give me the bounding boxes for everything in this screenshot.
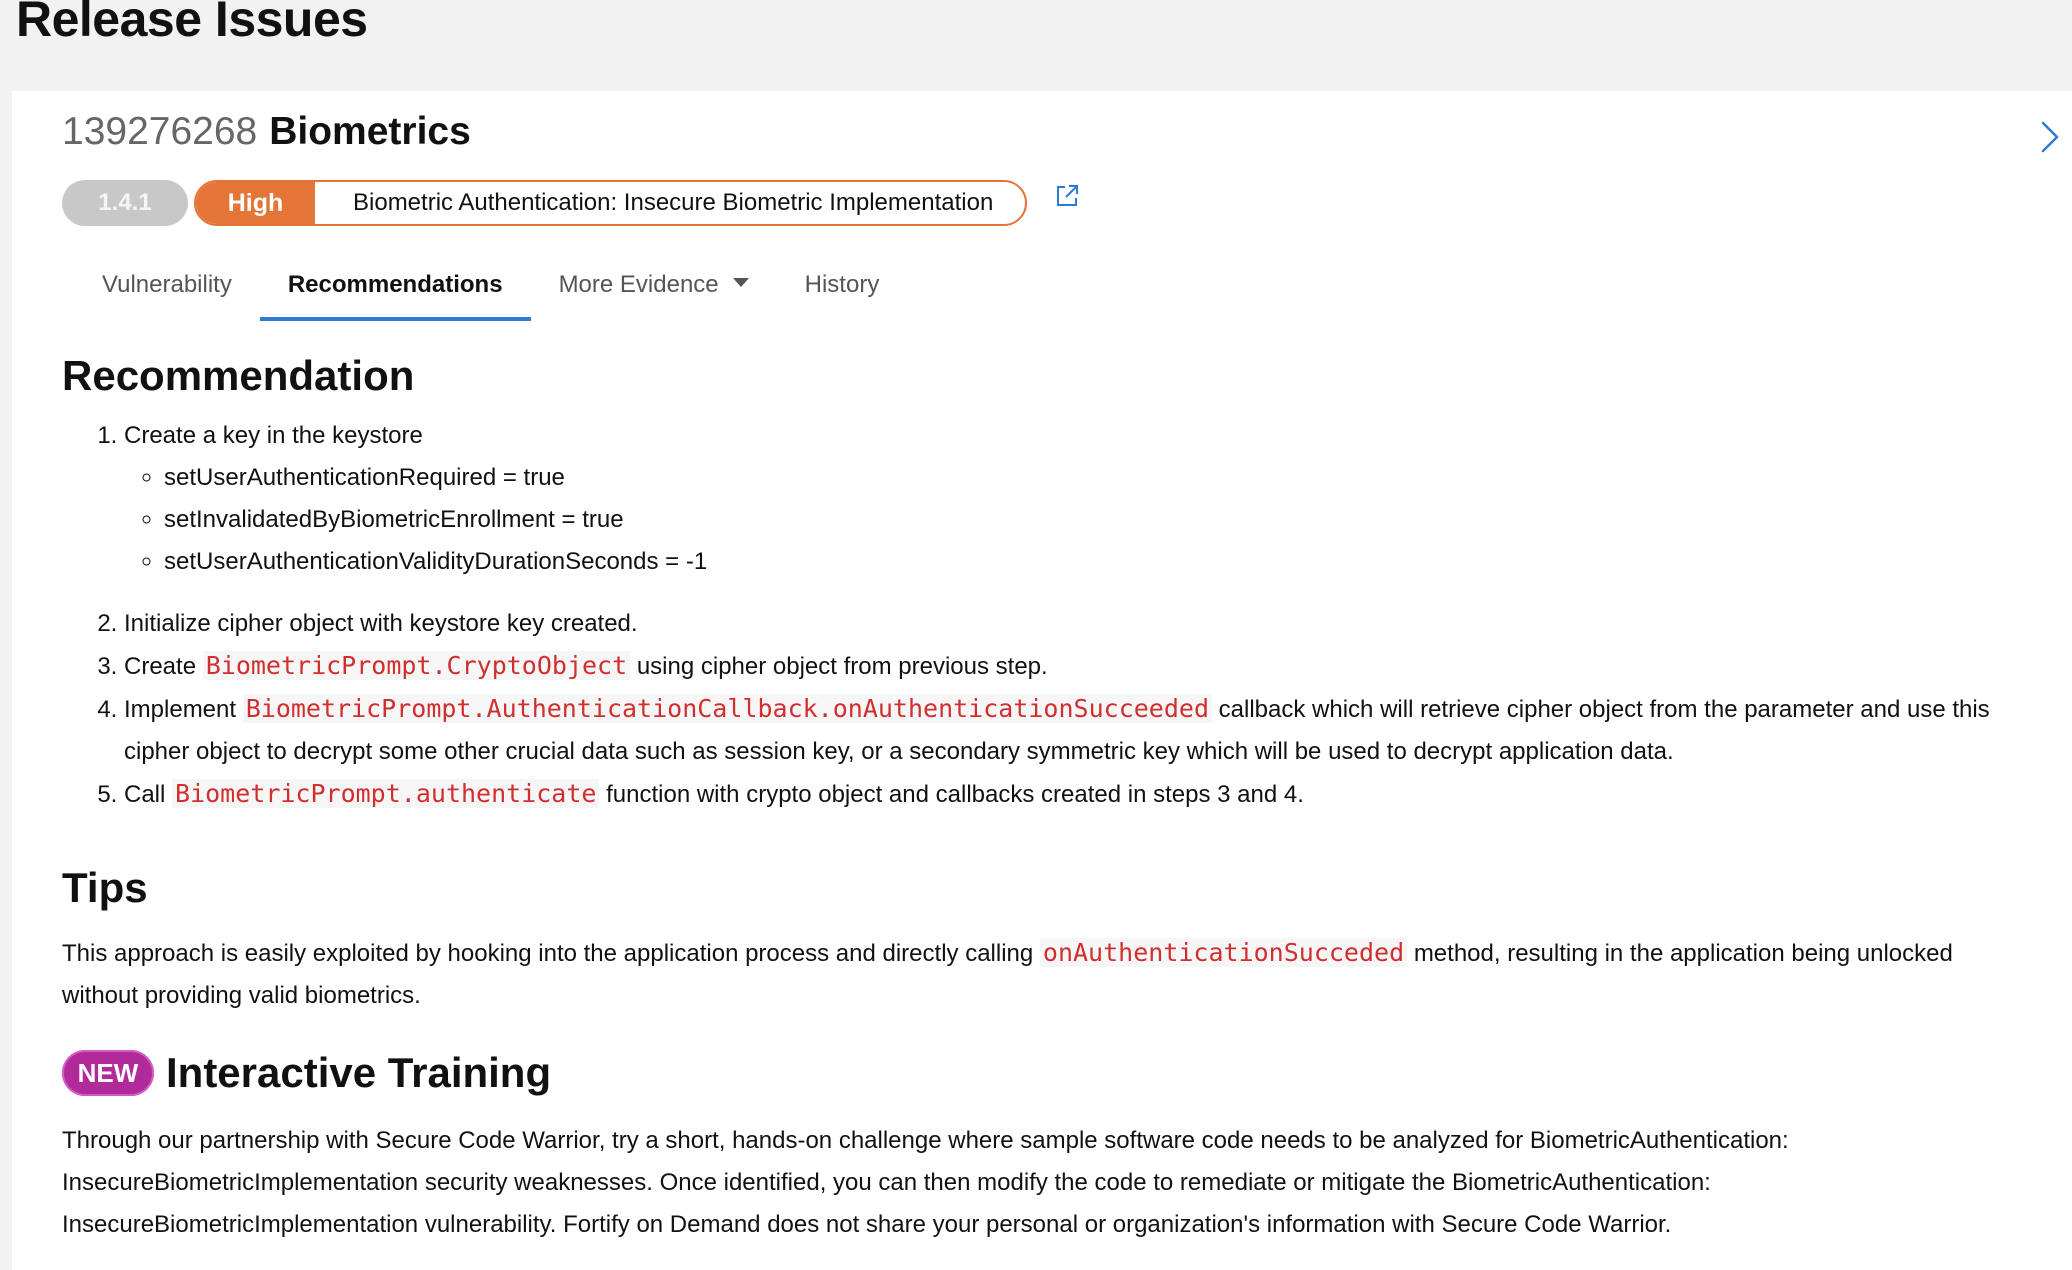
issue-tabs <box>74 253 907 321</box>
step-text-post: using cipher object from previous step. <box>636 653 1048 680</box>
page-title: Release Issues <box>16 0 368 47</box>
step-text-pre: Create <box>124 653 197 680</box>
severity-badge: High <box>196 182 315 224</box>
recommendation-heading: Recommendation <box>62 352 415 399</box>
issue-badges <box>62 180 1081 226</box>
issue-detail-panel <box>12 91 2072 1270</box>
tips-text-post: method, resulting in the application being unlocked without providing valid biometrics. <box>62 940 1953 1009</box>
next-issue-chevron-icon[interactable] <box>2038 119 2062 155</box>
tips-text-pre: This approach is easily exploited by hooking into the application process and directly calling <box>62 940 1034 967</box>
list-item: ◦ setInvalidatedByBiometricEnrollment = true <box>164 499 2024 541</box>
recommendation-step <box>124 688 2024 773</box>
caret-down-icon <box>733 278 749 287</box>
category-label: Biometric Authentication: Insecure Biometric Implementation <box>353 189 994 216</box>
recommendation-step <box>124 415 2024 583</box>
tab-recommendations[interactable]: Recommendations <box>260 253 531 321</box>
list-item: ◦ setUserAuthenticationRequired = true <box>164 457 2024 499</box>
step-text-pre: Call <box>124 781 166 808</box>
step-text: Create a key in the keystore <box>124 422 423 449</box>
issue-name: Biometrics <box>269 110 471 153</box>
version-badge: 1.4.1 <box>62 180 188 226</box>
recommendation-steps <box>64 415 2024 816</box>
code-snippet: onAuthenticationSucceded <box>1040 938 1407 967</box>
recommendation-step <box>124 645 2024 688</box>
step-text: Initialize cipher object with keystore key created. <box>124 610 638 637</box>
list-item: ◦ setUserAuthenticationValidityDurationSeconds = -1 <box>164 541 2024 583</box>
tab-more-evidence[interactable] <box>531 253 777 321</box>
new-badge: NEW <box>62 1050 154 1096</box>
step-text-post: function with crypto object and callbacks created in steps 3 and 4. <box>606 781 1304 808</box>
training-description: Through our partnership with Secure Code Warrior, try a short, hands-on challenge where sample software code needs to be analyzed for BiometricAuthentication: InsecureBiometricImplementation security weaknesses. Once identified, you can then modify the code to remediate or mitigate the BiometricAuthentication: InsecureBiometricImplementation vulnerability. Fortify on Demand does not share your personal or organization's information with Secure Code Warrior. <box>62 1127 1789 1238</box>
code-snippet: BiometricPrompt.CryptoObject <box>203 651 630 680</box>
step-text-post: callback which will retrieve cipher object from the parameter and use this cipher object to decrypt some other crucial data such as session key, or a secondary symmetric key which will be used to decrypt application data. <box>124 696 1990 765</box>
tips-heading: Tips <box>62 864 148 911</box>
issue-title <box>62 107 471 158</box>
recommendation-step <box>124 773 2024 816</box>
severity-category-group <box>194 180 1027 226</box>
tab-vulnerability[interactable]: Vulnerability <box>102 271 232 298</box>
training-title: Interactive Training <box>166 1049 552 1096</box>
external-link-icon[interactable] <box>1053 182 1081 210</box>
issue-id: 139276268 <box>62 110 258 153</box>
code-snippet: BiometricPrompt.authenticate <box>172 779 599 808</box>
code-snippet: BiometricPrompt.AuthenticationCallback.onAuthenticationSucceeded <box>243 694 1212 723</box>
keystore-settings-list <box>124 457 2024 583</box>
tips-text <box>62 932 2022 1017</box>
step-text-pre: Implement <box>124 696 237 723</box>
tab-more-evidence-label: More Evidence <box>558 271 719 298</box>
interactive-training-heading <box>62 1049 551 1097</box>
tab-history[interactable]: History <box>804 271 880 298</box>
recommendation-step <box>124 603 2024 645</box>
